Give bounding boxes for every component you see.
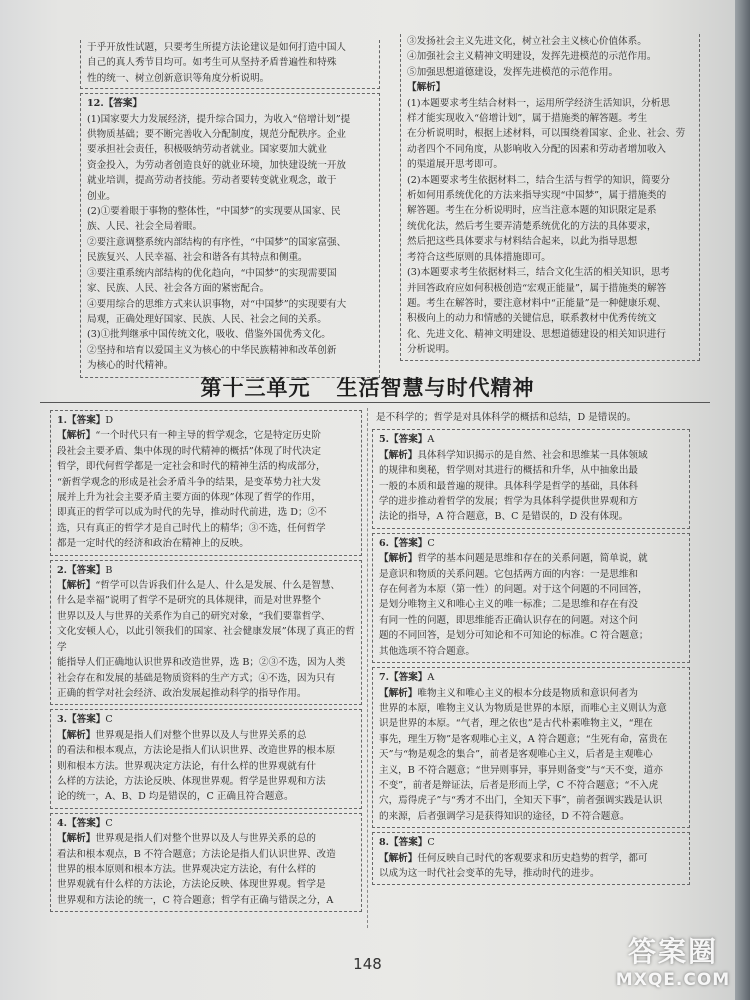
text-line: 是不科学的；哲学是对具体科学的概括和总结，D 是错误的。 [376,412,637,423]
q11-continuation [80,40,380,89]
text-line: 题。考生在解答时，要注意材料中“正能量”是一种健康乐观、 [407,297,667,309]
text-line: 世界的根本原则和根本方法。世界观决定方法论，有什么样的 [57,863,317,875]
analysis-label: 【解析】 [379,553,418,565]
analysis-label: 【解析】 [379,449,418,461]
text-line: “新哲学观念的形成是社会矛盾斗争的结果，是变革势力社大发 [57,476,321,488]
text-line: 有同一性的问题，即思维能否正确认识存在的问题。对这个问 [379,614,639,626]
watermark-url: MXQE.COM [615,970,731,990]
text-line: 学的进步推动着哲学的发展；哲学为具体科学提供世界观和方 [379,496,639,508]
text-line: 族、人民、社会全局着眼。 [87,221,203,233]
right-column [372,410,690,889]
text-line: 唯物主义和唯心主义的根本分歧是物质和意识何者为 [417,687,639,699]
answer-value: B [105,564,113,576]
text-line: 资金投入，为劳动者创造良好的就业环境，加快建设统一开放 [87,159,347,171]
text-line: ⑤加强思想道德建设，发挥先进模范的示范作用。 [407,66,619,78]
text-line: 什么是幸福”说明了哲学不是研究的具体规律，而是对世界整个 [57,595,321,607]
text-line: ④加强社会主义精神文明建设，发挥先进模范的示范作用。 [407,51,657,63]
answer-label: 3.【答案】 [57,714,106,726]
answer-value: D [105,415,114,426]
text-line: 展并上升为社会主要矛盾主要方面的体现”体现了哲学的作用， [57,492,321,504]
text-line: 不变”，前者是辩证法，后者是形而上学，C 不符合题意；“不入虎 [379,779,659,791]
q7-box [372,667,690,828]
text-line: 供物质基础；要不断完善收入分配制度，规范分配秩序。企业 [87,129,347,141]
text-line: “一个时代只有一种主导的哲学观念，它是特定历史阶 [95,430,321,442]
answer-label: 12.【答案】 [87,98,143,110]
answer-value: C [105,714,113,726]
text-line: 的规律和奥秘，哲学则对其进行的概括和升华，从中抽象出最 [379,465,639,477]
text-line: 穴，焉得虎子”与“秀才不出门，全知天下事”，前者强调实践是认识 [379,795,663,807]
text-line: 社会存在和发展的基础是物质资料的生产方式；④不选，因为只有 [57,672,336,684]
text-line: 解答题。考生在分析说明时，应当注意本题的知识限定是系 [407,205,657,217]
text-line: 论的统一，A、B、D 均是错误的，C 正确且符合题意。 [57,791,294,803]
title-rule [40,402,710,403]
q8-box [372,832,690,885]
text-line: 民族复兴、人民幸福、社会和谐各有其特点和侧重。 [87,252,308,264]
text-line: 是意识和物质的关系问题。它包括两方面的内容：一是思维和 [379,568,639,580]
answer-label: 8.【答案】 [379,837,428,849]
text-line: 法论的指导，A 符合题意，B、C 是错误的，D 没有体现。 [379,511,629,523]
q1-box [50,410,362,556]
page-number: 148 [353,955,382,973]
text-line: 然后把这些具体要求与材料结合起来，以此为指导思想 [407,236,638,248]
text-line: 哲学的基本问题是思维和存在的关系问题，简单说，就 [417,553,648,565]
text-line: 创业。 [87,190,116,202]
text-line: 的来源，后者强调学习是获得知识的途径，D 不符合题意。 [379,810,630,822]
text-line: 考符合这些原则的具体措施即可。 [407,251,551,263]
q2-box [50,560,362,706]
text-line: 于乎开放性试题，只要考生所提方法论建议是如何打造中国人 [87,42,347,53]
text-line: 分析说明。 [407,344,455,356]
q4-continuation [372,410,690,425]
text-line: (3)本题要求考生依据材料三，结合文化生活的相关知识，思考 [407,267,671,279]
text-line: 世界观是指人们对整个世界以及人与世界关系的总的 [95,833,317,845]
text-line: 并回答政府应如何积极创造“宏观正能量”，属于措施类的解答 [407,282,667,294]
answer-value: A [427,434,435,446]
text-line: ②坚持和培育以爱国主义为核心的中华民族精神和改革创新 [87,344,337,356]
answer-label: 4.【答案】 [57,817,106,829]
analysis-label: 【解析】 [57,729,96,741]
text-line: 识是世界的本原。“气者，理之依也”是古代朴素唯物主义，“理在 [379,718,653,730]
text-line: 段社会主要矛盾、集中体现的时代精神的概括”体现了时代决定 [57,445,321,457]
text-line: ②要注意调整系统内部结构的有序性，“中国梦”的国家富强、 [87,236,347,248]
analysis-label: 【解析】 [57,580,96,592]
analysis-label: 【解析】 [57,833,96,845]
text-line: 具体科学知识揭示的是自然、社会和思维某一具体领域 [417,449,648,461]
watermark-logo: 答案圈 [627,935,718,968]
unit-number: 第十三单元 [200,376,311,400]
q4-box [50,813,362,912]
text-line: 事先，理生万物”是客观唯心主义，A 符合题意；“生死有命，富贵在 [379,733,668,745]
text-line: (2)①要着眼于事物的整体性，“中国梦”的实现要从国家、民 [87,206,341,218]
answer-label: 1.【答案】 [57,415,106,426]
text-line: 世界观就有什么样的方法论，方法论反映、体现世界观。哲学是 [57,879,326,891]
analysis-label: 【解析】 [57,430,96,442]
answer-label: 5.【答案】 [379,434,428,446]
text-line: 统优化法，然后考生要弄清楚系统优化的方法的具体要求， [407,220,657,232]
text-line: 正确的哲学对社会经济、政治发展起推动科学的指导作用。 [57,687,307,699]
text-line: 题的不同回答，是划分可知论和不可知论的标准。C 符合题意； [379,630,649,642]
text-line: 其他选项不符合题意。 [379,645,475,657]
answer-label: 6.【答案】 [379,537,428,549]
text-line: 样才能实现收入“倍增计划”，属于措施类的解答题。考生 [407,113,648,125]
analysis-label: 【解析】 [407,82,446,94]
book-edge [735,0,750,1000]
column-divider [367,408,368,928]
text-line: 是划分唯物主义和唯心主义的唯一标准；二是思维和存在有没 [379,599,639,611]
text-line: 一般的本质和最普遍的规律。具体科学是哲学的基础，具体科 [379,480,639,492]
text-line: 就业培训，提高劳动者技能。劳动者要转变就业观念，敢于 [87,175,337,187]
answer-label: 2.【答案】 [57,564,106,576]
text-line: 的渠道展开思考即可。 [407,159,503,171]
text-line: ③发扬社会主义先进文化，树立社会主义核心价值体系。 [407,36,647,47]
q12-answer-box [80,93,380,377]
text-line: (1)国家要大力发展经济，提升综合国力，为收入“倍增计划”提 [87,113,351,125]
q6-box [372,533,690,663]
text-line: 存在何者为本原（第一性）的问题。对于这个问题的不同回答， [379,584,648,596]
analysis-label: 【解析】 [379,687,418,699]
text-line: 选，只有真正的哲学才是自己时代上的精华；③不选，任何哲学 [57,522,326,534]
top-left-column [80,40,380,382]
text-line: 积极向上的动力和情感的关键信息，联系教材中优秀传统文 [407,313,657,325]
text-line: 任何反映自己时代的客观要求和历史趋势的哲学，都可 [417,852,648,864]
q3-box [50,709,362,808]
analysis-label: 【解析】 [379,852,418,864]
text-line: (2)本题要求考生依据材料二，结合生活与哲学的知识，简要分 [407,174,671,186]
text-line: (3)①批判继承中国传统文化，吸收、借鉴外国优秀文化。 [87,329,331,341]
text-line: 哲学，即代何哲学都是一定社会和时代的精神生活的构成部分， [57,461,326,473]
q12-continuation [400,34,700,361]
answer-value: A [427,672,435,684]
text-line: 家、民族、人民、社会各方面的紧密配合。 [87,283,270,295]
text-line: 世界观是指人们对整个世界以及人与世界关系的总 [95,729,307,741]
unit-title [0,372,735,402]
text-line: 么样的方法论，方法论反映、体现世界观。哲学是世界观和方法 [57,775,326,787]
text-line: 以成为这一时代社会变革的先导，推动时代的进步。 [379,867,600,879]
top-right-column [400,34,700,365]
text-line: 为核心的时代精神。 [87,360,174,372]
answer-label: 7.【答案】 [379,672,428,684]
text-line: ④要用综合的思维方式来认识事物，对“中国梦”的实现要有大 [87,298,347,310]
text-line: 要承担社会责任，积极吸纳劳动者就业。国家要加大就业 [87,144,327,156]
site-watermark [614,930,732,994]
left-column [50,410,362,916]
answer-value: C [427,537,435,549]
text-line: 世界的本原，唯物主义认为物质是世界的本原，而唯心主义则认为意 [379,702,667,714]
answer-value: C [105,817,113,829]
text-line: 能指导人们正确地认识世界和改造世界，选 B；②③不选，因为人类 [57,657,346,669]
text-line: 即真正的哲学可以成为时代的先导，推动时代前进，选 D；②不 [57,507,327,519]
text-line: 世界观和方法论的统一，C 符合题意；哲学有正确与错误之分，A [57,894,334,906]
text-line: (1)本题要求考生结合材料一，运用所学经济生活知识，分析思 [407,97,671,109]
text-line: 的看法和根本观点，方法论是指人们认识世界、改造世界的根本原 [57,745,336,757]
text-line: 文化安顿人心，以此引领我们的国家、社会健康发展”体现了真正的哲学 [57,626,355,653]
unit-name: 生活智慧与时代精神 [336,376,535,400]
text-line: 主义，B 不符合题意；“世异则事异，事异则备变”与“天不变，道亦 [379,764,663,776]
text-line: 析如何用系统优化的方法来指导实现“中国梦”，属于措施类的 [407,190,667,202]
text-line: “哲学可以告诉我们什么是人、什么是发展、什么是智慧、 [95,580,341,592]
text-line: 在分析说明时，根据上述材料，可以围绕着国家、企业、社会、劳 [407,128,686,140]
text-line: 性的统一、树立创新意识等角度分析说明。 [87,72,270,84]
text-line: ③要注重系统内部结构的优化趋向，“中国梦”的实现需要国 [87,267,337,279]
answer-value: C [427,837,435,849]
text-line: 则和根本方法。世界观决定方法论，有什么样的世界观就有什 [57,760,317,772]
text-line: 世界以及人与世界的关系作为自己的研究对象，“我们要靠哲学、 [57,610,331,622]
text-line: 化、先进文化、精神文明建设、思想道德建设的相关知识进行 [407,328,667,340]
text-line: 局观，正确处理好国家、民族、人民、社会之间的关系。 [87,313,327,325]
text-line: 自己的真人秀节目均可。如考生可从坚持矛盾普遍性和特殊 [87,57,337,69]
text-line: 动者四个不同角度，从影响收入分配的因素和劳动者增加收入 [407,143,667,155]
text-line: 看法和根本观点，B 不符合题意；方法论是指人们认识世界、改造 [57,848,336,860]
text-line: 天”与“物是观念的集合”，前者是客观唯心主义，后者是主观唯心 [379,749,653,761]
q5-box [372,429,690,528]
text-line: 都是一定时代的经济和政治在精神上的反映。 [57,538,249,550]
